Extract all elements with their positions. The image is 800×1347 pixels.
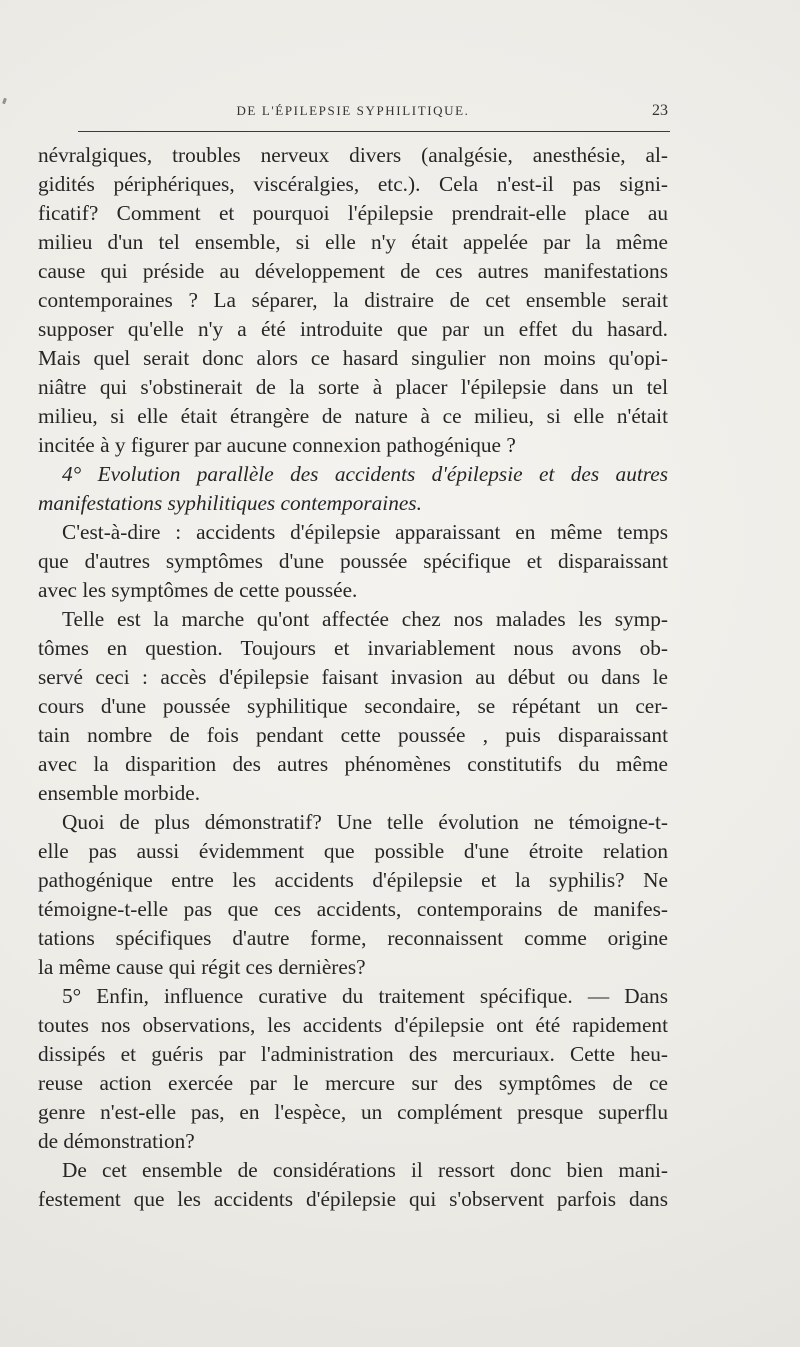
text-line: reuse action exercée par le mercure sur des symptômes de ce [38,1071,668,1095]
text-line: Telle est la marche qu'ont affectée chez nos malades les symp- [62,607,668,631]
text-line: avec les symptômes de cette poussée. [38,578,358,602]
text-line: incitée à y figurer par aucune connexion pathogénique ? [38,433,516,457]
text-line: témoigne-t-elle pas que ces accidents, contemporains de manifes- [38,897,668,921]
text-line: gidités périphériques, viscéralgies, etc.). Cela n'est-il pas signi- [38,172,668,196]
page-number: 23 [652,102,668,119]
text-line: avec la disparition des autres phénomènes constitutifs du même [38,752,668,776]
text-line: servé ceci : accès d'épilepsie faisant invasion au début ou dans le [38,665,668,689]
text-line: de démonstration? [38,1129,195,1153]
text-line: cours d'une poussée syphilitique secondaire, se répétant un cer- [38,694,668,718]
page-header [38,103,668,127]
text-line: névralgiques, troubles nerveux divers (analgésie, anesthésie, al- [38,143,668,167]
text-line: tations spécifiques d'autre forme, reconnaissent comme origine [38,926,668,950]
text-line: elle pas aussi évidemment que possible d'une étroite relation [38,839,668,863]
text-line: supposer qu'elle n'y a été introduite que par un effet du hasard. [38,317,668,341]
text-line: De cet ensemble de considérations il ressort donc bien mani- [62,1158,668,1182]
text-line: ensemble morbide. [38,781,201,805]
text-line: festement que les accidents d'épilepsie qui s'observent parfois dans [38,1187,668,1211]
text-line: milieu d'un tel ensemble, si elle n'y était appelée par la même [38,230,668,254]
text-line: cause qui préside au développement de ces autres manifestations [38,259,668,283]
text-line: genre n'est-elle pas, en l'espèce, un complément presque superflu [38,1100,668,1124]
section-heading-4: 4° Evolution parallèle des accidents d'épilepsie et des autres [62,462,668,486]
text-line: la même cause qui régit ces dernières? [38,955,366,979]
text-line: que d'autres symptômes d'une poussée spécifique et disparaissant [38,549,668,573]
text-line: niâtre qui s'obstinerait de la sorte à placer l'épilepsie dans un tel [38,375,668,399]
text-line: Mais quel serait donc alors ce hasard singulier non moins qu'opi- [38,346,668,370]
running-title: DE L'ÉPILEPSIE SYPHILITIQUE. [236,103,470,118]
text-line: C'est-à-dire : accidents d'épilepsie apparaissant en même temps [62,520,668,544]
body-text [38,141,668,1214]
section-line-5: 5° Enfin, influence curative du traitement spécifique. — Dans [62,984,668,1008]
text-line: tômes en question. Toujours et invariablement nous avons ob- [38,636,668,660]
text-line: milieu, si elle était étrangère de nature à ce milieu, si elle n'était [38,404,668,428]
text-line: Quoi de plus démonstratif? Une telle évolution ne témoigne-t- [62,810,668,834]
text-line: ficatif? Comment et pourquoi l'épilepsie prendrait-elle place au [38,201,668,225]
text-line: tain nombre de fois pendant cette poussée , puis disparaissant [38,723,668,747]
text-line: toutes nos observations, les accidents d'épilepsie ont été rapidement [38,1013,668,1037]
text-line: contemporaines ? La séparer, la distraire de cet ensemble serait [38,288,668,312]
margin-speck [2,98,7,105]
section-heading-4-cont: manifestations syphilitiques contemporaines. [38,491,422,515]
text-line: pathogénique entre les accidents d'épilepsie et la syphilis? Ne [38,868,668,892]
text-line: dissipés et guéris par l'administration des mercuriaux. Cette heu- [38,1042,668,1066]
header-rule [78,131,670,132]
